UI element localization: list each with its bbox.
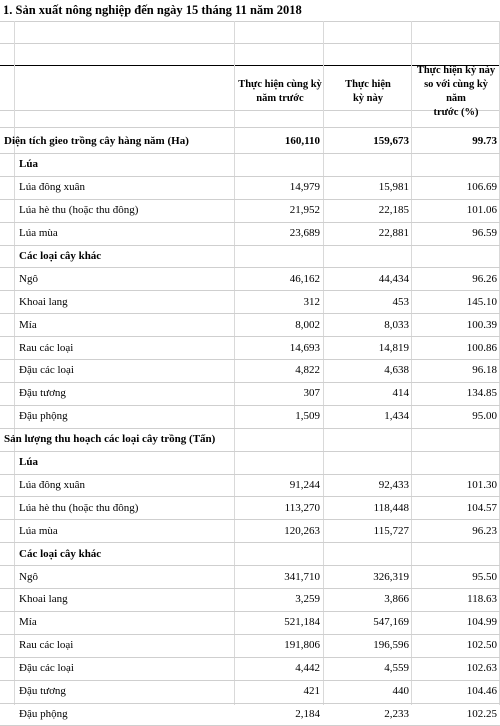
current-period-value: [325, 153, 409, 176]
row-label: Lúa hè thu (hoặc thu đông): [19, 204, 139, 217]
row-label: Ngô: [19, 570, 38, 583]
table-row: [0, 290, 500, 313]
current-period-value: [325, 451, 409, 474]
previous-period-value: 307: [303, 387, 320, 400]
row-label: Lúa đông xuân: [19, 478, 85, 491]
row-label: Đậu phộng: [19, 707, 68, 720]
table-row: [0, 428, 500, 451]
table-row: [0, 336, 500, 359]
row-label: Đậu các loại: [19, 364, 74, 377]
previous-period-value: 1,509: [295, 410, 320, 423]
table-row: [0, 657, 500, 680]
current-period-value: 159,673: [373, 135, 409, 148]
previous-period-value: [236, 153, 320, 176]
percent-value: 134.85: [466, 387, 497, 400]
current-period-value: 118,448: [373, 501, 409, 514]
grid-line: [0, 127, 500, 128]
row-label: Ngô: [19, 272, 38, 285]
previous-period-value: 160,110: [284, 135, 320, 148]
percent-value: 100.86: [466, 341, 497, 354]
row-label: Rau các loại: [19, 341, 74, 354]
current-period-value: 44,434: [378, 272, 409, 285]
previous-period-value: 421: [303, 685, 320, 698]
percent-value: 101.06: [466, 204, 497, 217]
row-label: Lúa mùa: [19, 524, 58, 537]
percent-value: 96.26: [472, 272, 497, 285]
previous-period-value: 341,710: [284, 570, 320, 583]
table-row: [0, 222, 500, 245]
table-row: [0, 703, 500, 726]
percent-value: 99.73: [472, 135, 497, 148]
table-row: [0, 634, 500, 657]
percent-value: 101.30: [466, 478, 497, 491]
row-label: Đậu tương: [19, 387, 66, 400]
previous-period-value: 21,952: [289, 204, 320, 217]
table-row: [0, 405, 500, 428]
previous-period-value: [236, 542, 320, 565]
table-row: [0, 245, 500, 268]
row-label: Lúa đông xuân: [19, 181, 85, 194]
row-label: Sản lượng thu hoạch các loại cây trồng (Tấn): [4, 433, 216, 446]
previous-period-value: 4,822: [295, 364, 320, 377]
previous-period-value: 14,693: [289, 341, 320, 354]
row-label: Lúa hè thu (hoặc thu đông): [19, 501, 139, 514]
row-label: Đậu phộng: [19, 410, 68, 423]
row-label: Rau các loại: [19, 639, 74, 652]
previous-period-value: 312: [303, 295, 320, 308]
row-label: Lúa mùa: [19, 227, 58, 240]
current-period-value: 22,881: [378, 227, 409, 240]
table-row: [0, 176, 500, 199]
previous-period-value: 14,979: [289, 181, 320, 194]
previous-period-value: 2,184: [295, 707, 320, 720]
previous-period-value: 8,002: [295, 318, 320, 331]
row-label: Các loại cây khác: [19, 547, 102, 560]
grid-line: [0, 43, 500, 44]
table-row: [0, 680, 500, 703]
percent-value: 102.50: [466, 639, 497, 652]
row-label: Lúa: [19, 456, 38, 469]
current-period-value: 547,169: [373, 616, 409, 629]
percent-value: [413, 245, 497, 268]
previous-period-value: 120,263: [284, 524, 320, 537]
percent-value: 106.69: [466, 181, 497, 194]
previous-period-value: 4,442: [295, 662, 320, 675]
row-label: Khoai lang: [19, 295, 68, 308]
grid-line: [0, 21, 500, 22]
table-row: [0, 153, 500, 176]
current-period-value: 440: [392, 685, 409, 698]
previous-period-value: 23,689: [289, 227, 320, 240]
table-row: [0, 519, 500, 542]
percent-value: 102.25: [466, 707, 497, 720]
current-period-value: 14,819: [378, 341, 409, 354]
percent-value: 104.46: [466, 685, 497, 698]
previous-period-value: 91,244: [289, 478, 320, 491]
table-row: [0, 313, 500, 336]
current-period-value: 4,559: [384, 662, 409, 675]
percent-value: [413, 153, 497, 176]
percent-value: 96.59: [472, 227, 497, 240]
table-row: [0, 382, 500, 405]
current-period-value: [325, 245, 409, 268]
row-label: Diện tích gieo trồng cây hàng năm (Ha): [4, 135, 189, 148]
row-label: Mía: [19, 616, 37, 629]
percent-value: [413, 428, 497, 451]
percent-value: 95.50: [472, 570, 497, 583]
row-label: Khoai lang: [19, 593, 68, 606]
row-label: Mía: [19, 318, 37, 331]
table-row: [0, 359, 500, 382]
percent-value: 96.18: [472, 364, 497, 377]
current-period-value: 1,434: [384, 410, 409, 423]
header-percent-change: Thực hiện kỳ này so với cùng kỳ năm trước (%): [416, 65, 496, 118]
current-period-value: 15,981: [378, 181, 409, 194]
previous-period-value: 521,184: [284, 616, 320, 629]
header-current-period: Thực hiện kỳ này: [345, 79, 391, 104]
current-period-value: 3,866: [384, 593, 409, 606]
table-row: [0, 474, 500, 497]
table-row: [0, 611, 500, 634]
table-row: [0, 130, 500, 153]
current-period-value: 326,319: [373, 570, 409, 583]
previous-period-value: 3,259: [295, 593, 320, 606]
page-title: 1. Sản xuất nông nghiệp đến ngày 15 tháng 11 năm 2018: [3, 3, 302, 17]
table-row: [0, 565, 500, 588]
percent-value: 102.63: [466, 662, 497, 675]
previous-period-value: 46,162: [289, 272, 320, 285]
row-label: Đậu tương: [19, 685, 66, 698]
percent-value: [413, 451, 497, 474]
percent-value: 95.00: [472, 410, 497, 423]
current-period-value: [325, 428, 409, 451]
row-label: Đậu các loại: [19, 662, 74, 675]
current-period-value: 414: [392, 387, 409, 400]
table-row: [0, 588, 500, 611]
table-row: [0, 451, 500, 474]
previous-period-value: 191,806: [284, 639, 320, 652]
percent-value: 118.63: [467, 593, 497, 606]
table-row: [0, 267, 500, 290]
table-row: [0, 496, 500, 519]
row-label: Các loại cây khác: [19, 249, 102, 262]
current-period-value: [325, 542, 409, 565]
percent-value: 96.23: [472, 524, 497, 537]
table-row: [0, 542, 500, 565]
row-label: Lúa: [19, 158, 38, 171]
previous-period-value: [236, 245, 320, 268]
current-period-value: 2,233: [384, 707, 409, 720]
current-period-value: 115,727: [373, 524, 409, 537]
current-period-value: 196,596: [373, 639, 409, 652]
previous-period-value: [236, 428, 320, 451]
percent-value: [413, 542, 497, 565]
header-previous-period: Thực hiện cùng kỳ năm trước: [238, 79, 322, 104]
current-period-value: 8,033: [384, 318, 409, 331]
table-row: [0, 199, 500, 222]
previous-period-value: [236, 451, 320, 474]
current-period-value: 453: [392, 295, 409, 308]
percent-value: 100.39: [466, 318, 497, 331]
percent-value: 104.57: [466, 501, 497, 514]
percent-value: 145.10: [466, 295, 497, 308]
previous-period-value: 113,270: [284, 501, 320, 514]
current-period-value: 92,433: [378, 478, 409, 491]
current-period-value: 4,638: [384, 364, 409, 377]
current-period-value: 22,185: [378, 204, 409, 217]
percent-value: 104.99: [466, 616, 497, 629]
